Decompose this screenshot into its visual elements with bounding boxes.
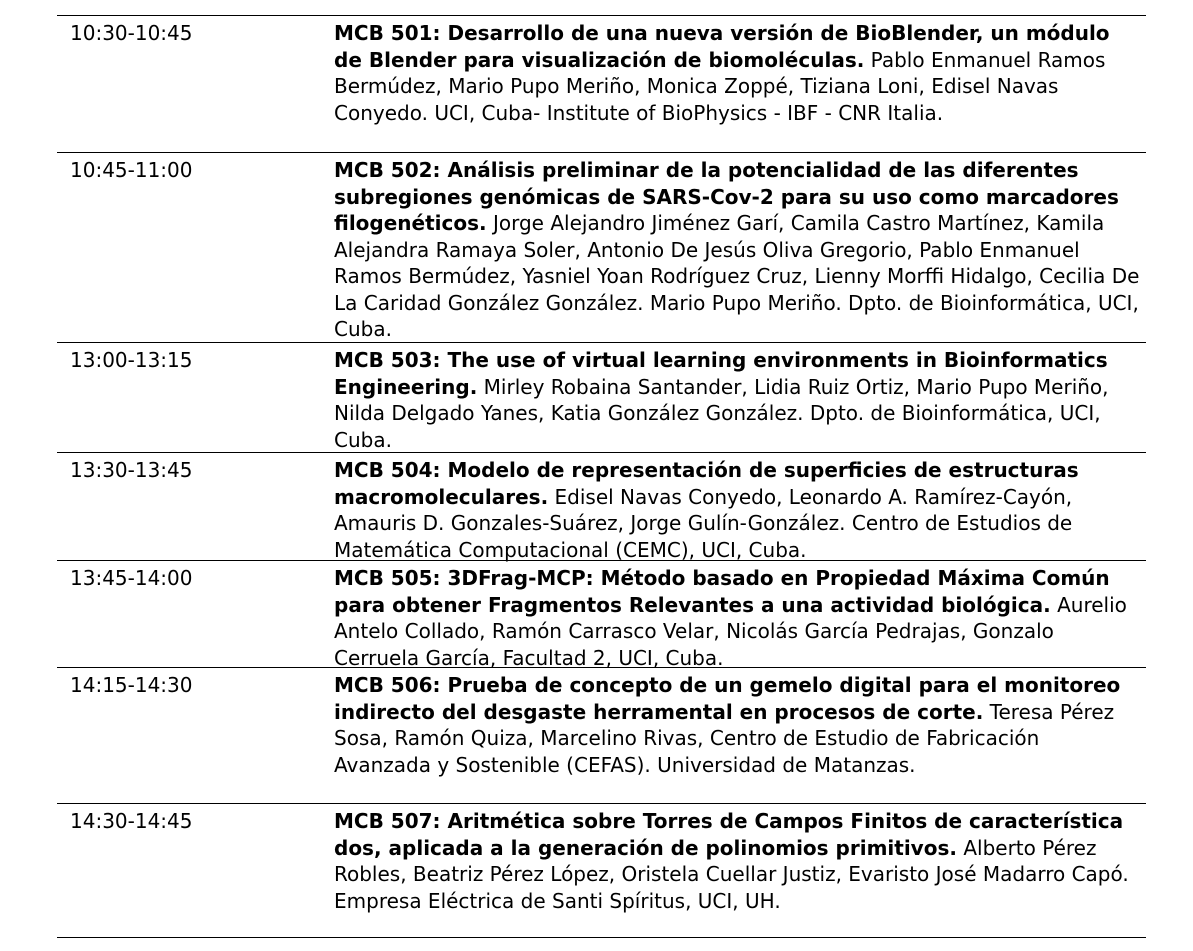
session-time: 13:30-13:45 [70, 458, 193, 482]
schedule-row [57, 804, 1146, 938]
schedule-row [57, 668, 1146, 804]
session-authors: Teresa Pérez Sosa, Ramón Quiza, Marcelino Rivas, Centro de Estudio de Fabricación Avanzada y Sostenible (CEFAS). Universidad de Matanzas. [334, 699, 1115, 777]
schedule-row [57, 16, 1146, 153]
session-description [334, 457, 1142, 563]
session-time: 10:45-11:00 [70, 158, 193, 182]
session-title: MCB 501: Desarrollo de una nueva versión de BioBlender, un módulo de Blender para visualización de biomoléculas. [334, 21, 1110, 72]
schedule-table [57, 15, 1146, 938]
session-authors: Jorge Alejandro Jiménez Garí, Camila Castro Martínez, Kamila Alejandra Ramaya Soler, Antonio De Jesús Oliva Gregorio, Pablo Enmanuel Ramos Bermúdez, Yasniel Yoan Rodríguez Cruz, Lienny Morffi Hidalgo, Cecilia De La Caridad González González. Mario Pupo Meriño. Dpto. de Bioinformática, UCI, Cuba. [334, 211, 1140, 341]
session-time: 14:15-14:30 [70, 673, 193, 697]
session-description [334, 808, 1142, 914]
session-description [334, 20, 1142, 126]
session-time: 14:30-14:45 [70, 809, 193, 833]
session-authors: Pablo Enmanuel Ramos Bermúdez, Mario Pupo Meriño, Monica Zoppé, Tiziana Loni, Edisel Navas Conyedo. UCI, Cuba- Institute of BioPhysics - IBF - CNR Italia. [334, 47, 1106, 125]
schedule-row [57, 153, 1146, 343]
session-description [334, 672, 1142, 778]
schedule-row [57, 343, 1146, 453]
session-title: MCB 504: Modelo de representación de superficies de estructuras macromoleculares. [334, 458, 1079, 509]
session-title: MCB 502: Análisis preliminar de la potencialidad de las diferentes subregiones genómicas de SARS-Cov-2 para su uso como marcadores filogenéticos. [334, 158, 1119, 235]
session-title: MCB 505: 3DFrag-MCP: Método basado en Propiedad Máxima Común para obtener Fragmentos Relevantes a una actividad biológica. [334, 566, 1110, 617]
session-authors: Aurelio Antelo Collado, Ramón Carrasco Velar, Nicolás García Pedrajas, Gonzalo Cerruela García, Facultad 2, UCI, Cuba. [334, 592, 1127, 670]
session-time: 13:45-14:00 [70, 566, 193, 590]
session-title: MCB 503: The use of virtual learning environments in Bioinformatics Engineering. [334, 348, 1108, 399]
session-authors: Mirley Robaina Santander, Lidia Ruiz Ortiz, Mario Pupo Meriño, Nilda Delgado Yanes, Katia González González. Dpto. de Bioinformática, UCI, Cuba. [334, 374, 1109, 452]
schedule-row [57, 453, 1146, 561]
session-title: MCB 507: Aritmética sobre Torres de Campos Finitos de característica dos, aplicada a la generación de polinomios primitivos. [334, 809, 1124, 860]
session-description [334, 347, 1142, 453]
session-description [334, 565, 1142, 671]
session-title: MCB 506: Prueba de concepto de un gemelo digital para el monitoreo indirecto del desgaste herramental en procesos de corte. [334, 673, 1121, 724]
schedule-row [57, 561, 1146, 668]
session-authors: Edisel Navas Conyedo, Leonardo A. Ramírez-Cayón, Amauris D. Gonzales-Suárez, Jorge Gulín-González. Centro de Estudios de Matemática Computacional (CEMC), UCI, Cuba. [334, 484, 1073, 562]
session-time: 10:30-10:45 [70, 21, 193, 45]
session-authors: Alberto Pérez Robles, Beatriz Pérez López, Oristela Cuellar Justiz, Evaristo José Madarro Capó. Empresa Eléctrica de Santi Spíritus, UCI, UH. [334, 835, 1129, 913]
session-description [334, 157, 1142, 343]
session-time: 13:00-13:15 [70, 348, 193, 372]
